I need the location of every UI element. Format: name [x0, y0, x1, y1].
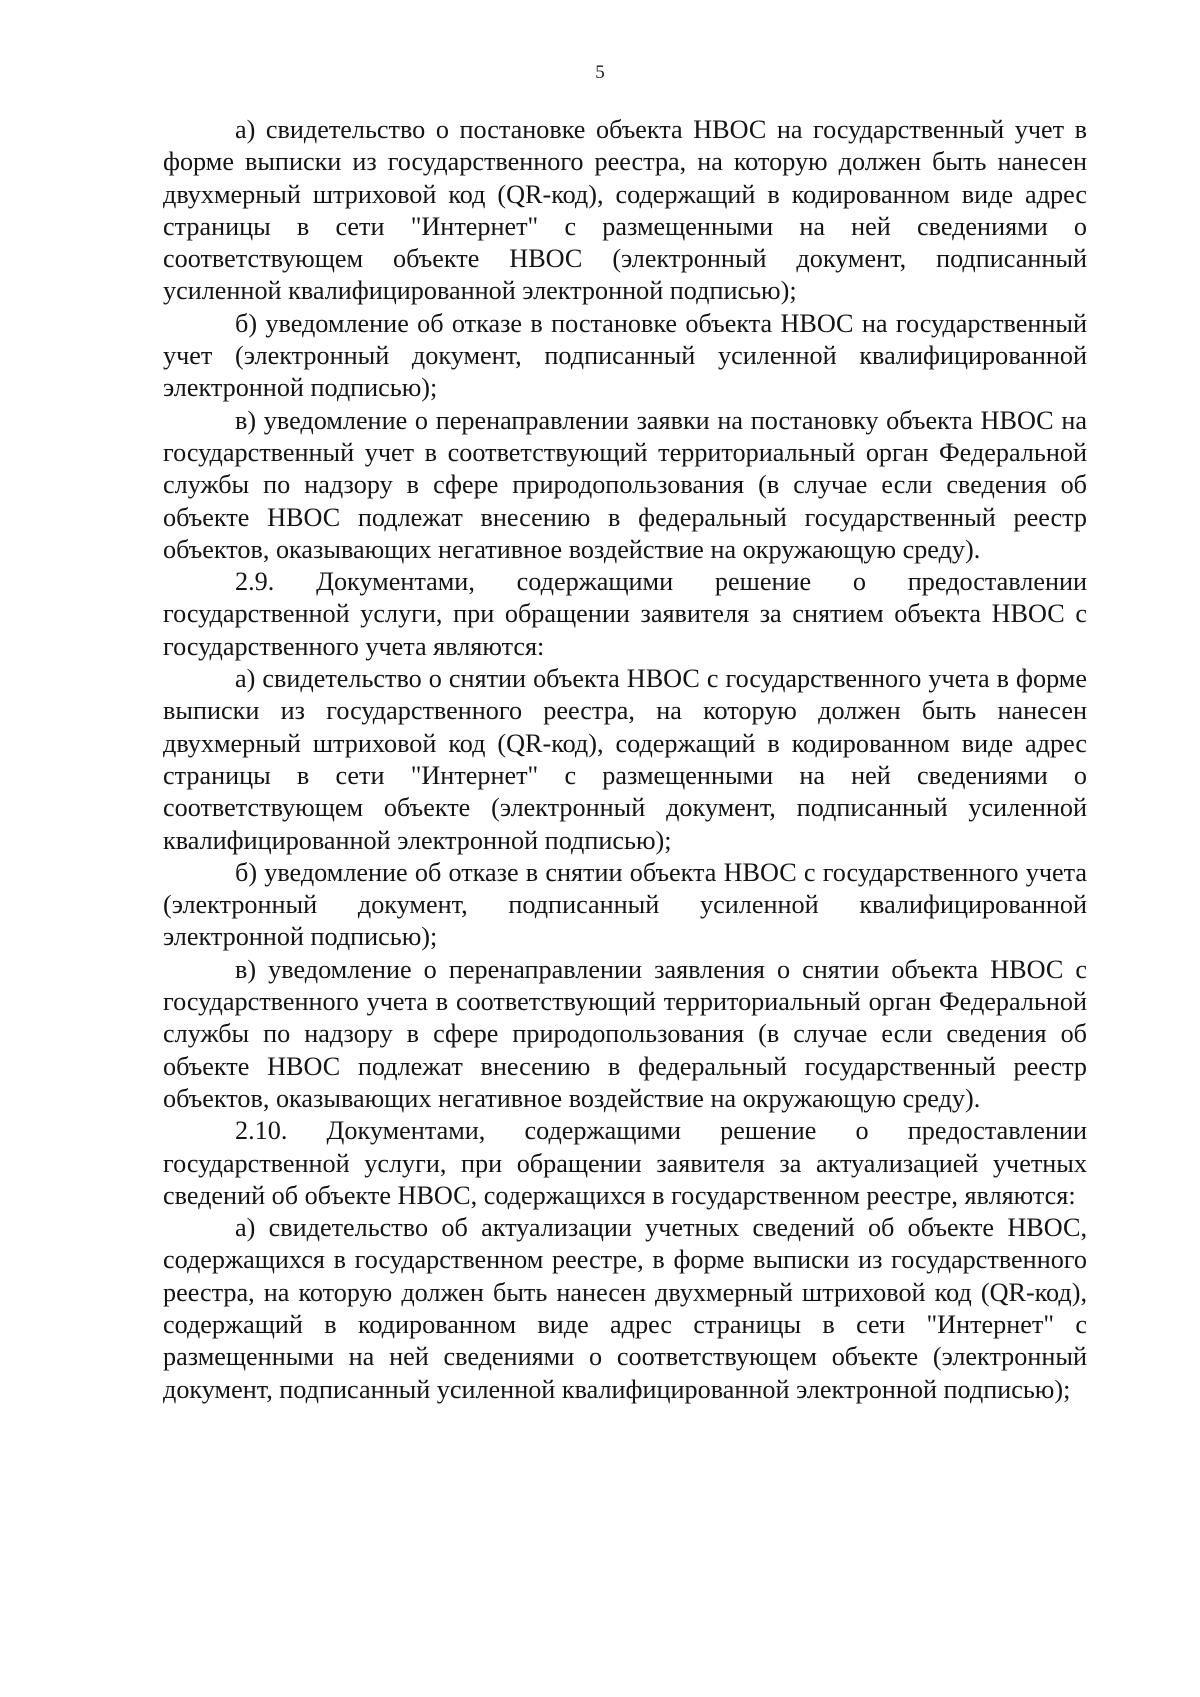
paragraph-2-10-a: а) свидетельство об актуализации учетных сведений об объекте НВОС, содержащихся в государственном реестре, в форме выписки из государственного реестра, на которую должен быть нанесен двухмерный штриховой код (QR-код), содержащий в кодированном виде адрес страницы в сети "Интернет" с размещенными на ней сведениями о соответствующем объекте (электронный документ, подписанный усиленной квалифицированной электронной подписью);	[163, 1213, 1087, 1404]
paragraph-2-9-a: а) свидетельство о снятии объекта НВОС с государственного учета в форме выписки из государственного реестра, на которую должен быть нанесен двухмерный штриховой код (QR-код), содержащий в кодированном виде адрес страницы в сети "Интернет" с размещенными на ней сведениями о соответствующем объекте (электронный документ, подписанный усиленной квалифицированной электронной подписью);	[163, 664, 1087, 855]
document-body	[163, 114, 1087, 1406]
paragraph-2-9: 2.9. Документами, содержащими решение о предоставлении государственной услуги, при обращении заявителя за снятием объекта НВОС с государственного учета являются:	[163, 567, 1087, 661]
paragraph-2-8-b: б) уведомление об отказе в постановке объекта НВОС на государственный учет (электронный документ, подписанный усиленной квалифицированной электронной подписью);	[163, 308, 1087, 403]
paragraph-2-10: 2.10. Документами, содержащими решение о предоставлении государственной услуги, при обращении заявителя за актуализацией учетных сведений об объекте НВОС, содержащихся в государственном реестре, являются:	[163, 1116, 1087, 1210]
paragraph-2-8-a: а) свидетельство о постановке объекта НВОС на государственный учет в форме выписки из государственного реестра, на которую должен быть нанесен двухмерный штриховой код (QR-код), содержащий в кодированном виде адрес страницы в сети "Интернет" с размещенными на ней сведениями о соответствующем объекте НВОС (электронный документ, подписанный усиленной квалифицированной электронной подписью);	[163, 115, 1087, 306]
paragraph-2-8-v: в) уведомление о перенаправлении заявки на постановку объекта НВОС на государственный учет в соответствующий территориальный орган Федеральной службы по надзору в сфере природопользования (в случае если сведения об объекте НВОС подлежат внесению в федеральный государственный реестр объектов, оказывающих негативное воздействие на окружающую среду).	[163, 405, 1087, 564]
paragraph-2-9-v: в) уведомление о перенаправлении заявления о снятии объекта НВОС с государственного учета в соответствующий территориальный орган Федеральной службы по надзору в сфере природопользования (в случае если сведения об объекте НВОС подлежат внесению в федеральный государственный реестр объектов, оказывающих негативное воздействие на окружающую среду).	[163, 954, 1087, 1113]
page-number: 5	[595, 62, 605, 83]
paragraph-2-9-b: б) уведомление об отказе в снятии объекта НВОС с государственного учета (электронный документ, подписанный усиленной квалифицированной электронной подписью);	[163, 857, 1087, 952]
